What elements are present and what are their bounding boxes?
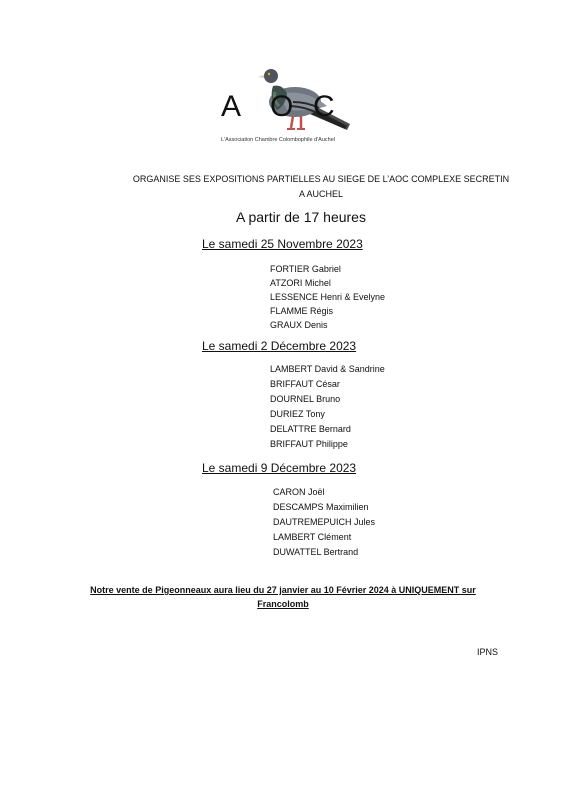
list-item: BRIFFAUT César xyxy=(270,379,340,389)
list-item: DESCAMPS Maximilien xyxy=(273,502,369,512)
exhibitor-list-2 xyxy=(270,362,385,452)
logo-letter-o: O xyxy=(270,90,294,123)
list-item: LAMBERT David & Sandrine xyxy=(270,364,385,374)
list-item: DOURNEL Bruno xyxy=(270,394,341,404)
time-heading: A partir de 17 heures xyxy=(236,209,366,225)
list-item: LESSENCE Henri & Evelyne xyxy=(270,292,386,302)
list-item: CARON Joël xyxy=(273,487,325,497)
list-item: FLAMME Régis xyxy=(270,306,334,316)
list-item: ATZORI Michel xyxy=(270,278,331,288)
list-item: BRIFFAUT Philippe xyxy=(270,439,348,449)
exhibitor-list-3 xyxy=(273,485,375,560)
exhibitor-list-1 xyxy=(270,262,385,332)
list-item: LAMBERT Clément xyxy=(273,532,352,542)
logo-tagline: L'Association Chambre Colombophile d'Auchel xyxy=(221,137,335,143)
ipns-note: IPNS xyxy=(477,647,499,657)
logo-letters xyxy=(215,90,355,124)
list-item: DUWATTEL Bertrand xyxy=(273,547,359,557)
list-item: DELATTRE Bernard xyxy=(270,424,351,434)
date-heading-3: Le samedi 9 Décembre 2023 xyxy=(202,461,357,475)
list-item: GRAUX Denis xyxy=(270,320,328,330)
logo-letter-a: A xyxy=(221,90,242,123)
date-heading-1: Le samedi 25 Novembre 2023 xyxy=(202,237,363,251)
date-heading-2: Le samedi 2 Décembre 2023 xyxy=(202,339,357,353)
intro-text: ORGANISE SES EXPOSITIONS PARTIELLES AU SIEGE DE L’AOC COMPLEXE SECRETIN A AUCHEL xyxy=(132,174,510,199)
aoc-logo xyxy=(215,62,355,154)
list-item: DURIEZ Tony xyxy=(270,409,325,419)
logo-letter-c: C xyxy=(313,90,335,123)
list-item: FORTIER Gabriel xyxy=(270,264,341,274)
list-item: DAUTREMEPUICH Jules xyxy=(273,517,376,527)
sale-announcement: Notre vente de Pigeonneaux aura lieu du 27 janvier au 10 Février 2024 à UNIQUEMENT sur Francolomb xyxy=(90,585,476,609)
